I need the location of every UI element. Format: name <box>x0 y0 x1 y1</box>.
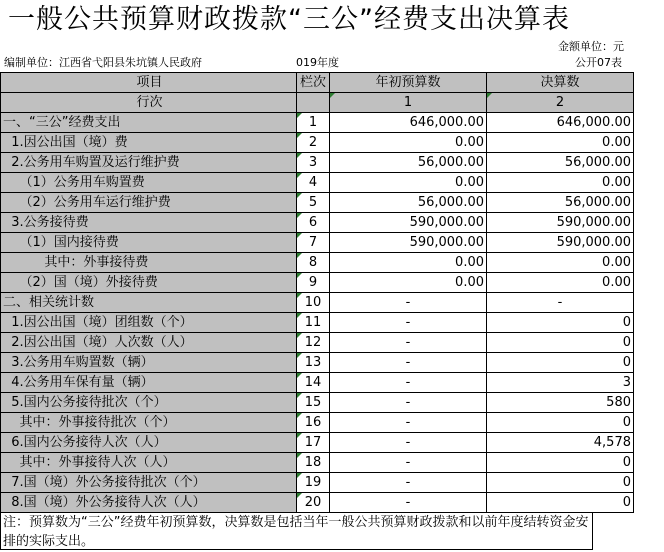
row-final-value[interactable]: 56,000.00 <box>487 153 634 173</box>
row-item-name[interactable]: 4.公务用车保有量（辆） <box>1 373 297 393</box>
header-index-row <box>1 93 634 113</box>
row-number[interactable]: 4 <box>297 173 330 193</box>
row-item-name[interactable]: （2）国（境）外接待费 <box>1 273 297 293</box>
table-row <box>1 313 634 333</box>
table-row <box>1 133 634 153</box>
row-budget-value[interactable]: - <box>330 313 487 333</box>
table-row <box>1 453 634 473</box>
row-final-value[interactable]: 580 <box>487 393 634 413</box>
row-item-name[interactable]: 7.国（境）外公务接待批次（个） <box>1 473 297 493</box>
header-row-label[interactable]: 行次 <box>1 93 297 113</box>
table-row <box>1 153 634 173</box>
row-final-value[interactable]: 0 <box>487 413 634 433</box>
row-final-value[interactable]: 56,000.00 <box>487 193 634 213</box>
table-row <box>1 373 634 393</box>
table-row <box>1 353 634 373</box>
row-item-name[interactable]: 2.因公出国（境）人次数（人） <box>1 333 297 353</box>
row-budget-value[interactable]: - <box>330 293 487 313</box>
row-number[interactable]: 10 <box>297 293 330 313</box>
row-budget-value[interactable]: 590,000.00 <box>330 213 487 233</box>
row-item-name[interactable]: 3.公务用车购置数（辆） <box>1 353 297 373</box>
row-number[interactable]: 20 <box>297 493 330 513</box>
row-budget-value[interactable]: 56,000.00 <box>330 153 487 173</box>
row-number[interactable]: 2 <box>297 133 330 153</box>
row-budget-value[interactable]: - <box>330 433 487 453</box>
row-item-name[interactable]: （2）公务用车运行维护费 <box>1 193 297 213</box>
table-row <box>1 293 634 313</box>
row-final-value[interactable]: 590,000.00 <box>487 233 634 253</box>
row-final-value[interactable]: 590,000.00 <box>487 213 634 233</box>
row-final-value[interactable]: 0.00 <box>487 173 634 193</box>
table-row <box>1 433 634 453</box>
row-item-name[interactable]: 1.因公出国（境）团组数（个） <box>1 313 297 333</box>
row-number[interactable]: 18 <box>297 453 330 473</box>
row-budget-value[interactable]: 0.00 <box>330 133 487 153</box>
table-row <box>1 333 634 353</box>
table-row <box>1 193 634 213</box>
row-number[interactable]: 6 <box>297 213 330 233</box>
row-budget-value[interactable]: - <box>330 473 487 493</box>
header-index-blank[interactable] <box>297 93 330 113</box>
row-budget-value[interactable]: - <box>330 393 487 413</box>
row-final-value[interactable]: 0 <box>487 473 634 493</box>
row-final-value[interactable]: 0 <box>487 313 634 333</box>
row-item-name[interactable]: 其中：外事接待费 <box>1 253 297 273</box>
row-item-name[interactable]: 其中：外事接待批次（个） <box>1 413 297 433</box>
row-item-name[interactable]: （1）公务用车购置费 <box>1 173 297 193</box>
row-final-value[interactable]: 0 <box>487 333 634 353</box>
row-number[interactable]: 16 <box>297 413 330 433</box>
header-row <box>1 73 634 93</box>
row-number[interactable]: 14 <box>297 373 330 393</box>
row-item-name[interactable]: 3.公务接待费 <box>1 213 297 233</box>
row-item-name[interactable]: 8.国（境）外公务接待人次（人） <box>1 493 297 513</box>
row-number[interactable]: 11 <box>297 313 330 333</box>
form-code: 公开07表 <box>575 56 622 69</box>
header-final[interactable]: 决算数 <box>487 73 634 93</box>
expenditure-table <box>0 72 634 513</box>
table-row <box>1 393 634 413</box>
row-budget-value[interactable]: - <box>330 333 487 353</box>
row-budget-value[interactable]: 0.00 <box>330 253 487 273</box>
row-final-value[interactable]: 0 <box>487 353 634 373</box>
row-final-value[interactable]: 0 <box>487 453 634 473</box>
table-row <box>1 253 634 273</box>
table-row <box>1 473 634 493</box>
row-budget-value[interactable]: - <box>330 373 487 393</box>
row-final-value[interactable]: 4,578 <box>487 433 634 453</box>
row-number[interactable]: 17 <box>297 433 330 453</box>
table-row <box>1 173 634 193</box>
row-item-name[interactable]: 5.国内公务接待批次（个） <box>1 393 297 413</box>
row-final-value[interactable]: 646,000.00 <box>487 113 634 133</box>
table-row <box>1 233 634 253</box>
row-final-value[interactable]: 0.00 <box>487 253 634 273</box>
row-item-name[interactable]: （1）国内接待费 <box>1 233 297 253</box>
row-final-value[interactable]: 3 <box>487 373 634 393</box>
table-row <box>1 113 634 133</box>
row-budget-value[interactable]: 646,000.00 <box>330 113 487 133</box>
row-item-name[interactable]: 1.因公出国（境）费 <box>1 133 297 153</box>
header-col2[interactable]: 2 <box>487 93 634 113</box>
table-row <box>1 273 634 293</box>
footnote: 注：预算数为“三公”经费年初预算数，决算数是包括当年一般公共预算财政拨款和以前年度结转资金安排的实际支出。 <box>0 512 593 550</box>
row-budget-value[interactable]: - <box>330 453 487 473</box>
fiscal-year: 019年度 <box>296 56 339 69</box>
row-item-name[interactable]: 一、“三公”经费支出 <box>1 113 297 133</box>
header-col[interactable]: 栏次 <box>297 73 330 93</box>
row-item-name[interactable]: 6.国内公务接待人次（人） <box>1 433 297 453</box>
report-title: 一般公共预算财政拨款“三公”经费支出决算表 <box>8 4 570 35</box>
row-final-value[interactable]: 0.00 <box>487 273 634 293</box>
amount-unit: 金额单位：元 <box>558 40 624 53</box>
row-item-name[interactable]: 其中：外事接待人次（人） <box>1 453 297 473</box>
header-item[interactable]: 项目 <box>1 73 297 93</box>
row-number[interactable]: 19 <box>297 473 330 493</box>
row-final-value[interactable]: 0.00 <box>487 133 634 153</box>
row-item-name[interactable]: 二、相关统计数 <box>1 293 297 313</box>
row-budget-value[interactable]: 0.00 <box>330 273 487 293</box>
table-row <box>1 493 634 513</box>
header-budget[interactable]: 年初预算数 <box>330 73 487 93</box>
row-number[interactable]: 8 <box>297 253 330 273</box>
row-number[interactable]: 9 <box>297 273 330 293</box>
row-budget-value[interactable]: 590,000.00 <box>330 233 487 253</box>
row-number[interactable]: 1 <box>297 113 330 133</box>
reporting-organization: 编制单位：江西省弋阳县朱坑镇人民政府 <box>4 56 202 69</box>
row-budget-value[interactable]: - <box>330 353 487 373</box>
row-budget-value[interactable]: - <box>330 493 487 513</box>
row-final-value[interactable]: - <box>487 293 634 313</box>
row-number[interactable]: 12 <box>297 333 330 353</box>
row-number[interactable]: 7 <box>297 233 330 253</box>
row-budget-value[interactable]: - <box>330 413 487 433</box>
row-number[interactable]: 13 <box>297 353 330 373</box>
table-row <box>1 413 634 433</box>
row-final-value[interactable]: 0 <box>487 493 634 513</box>
row-number[interactable]: 5 <box>297 193 330 213</box>
row-budget-value[interactable]: 56,000.00 <box>330 193 487 213</box>
row-item-name[interactable]: 2.公务用车购置及运行维护费 <box>1 153 297 173</box>
row-budget-value[interactable]: 0.00 <box>330 173 487 193</box>
table-row <box>1 213 634 233</box>
row-number[interactable]: 3 <box>297 153 330 173</box>
header-col1[interactable]: 1 <box>330 93 487 113</box>
row-number[interactable]: 15 <box>297 393 330 413</box>
